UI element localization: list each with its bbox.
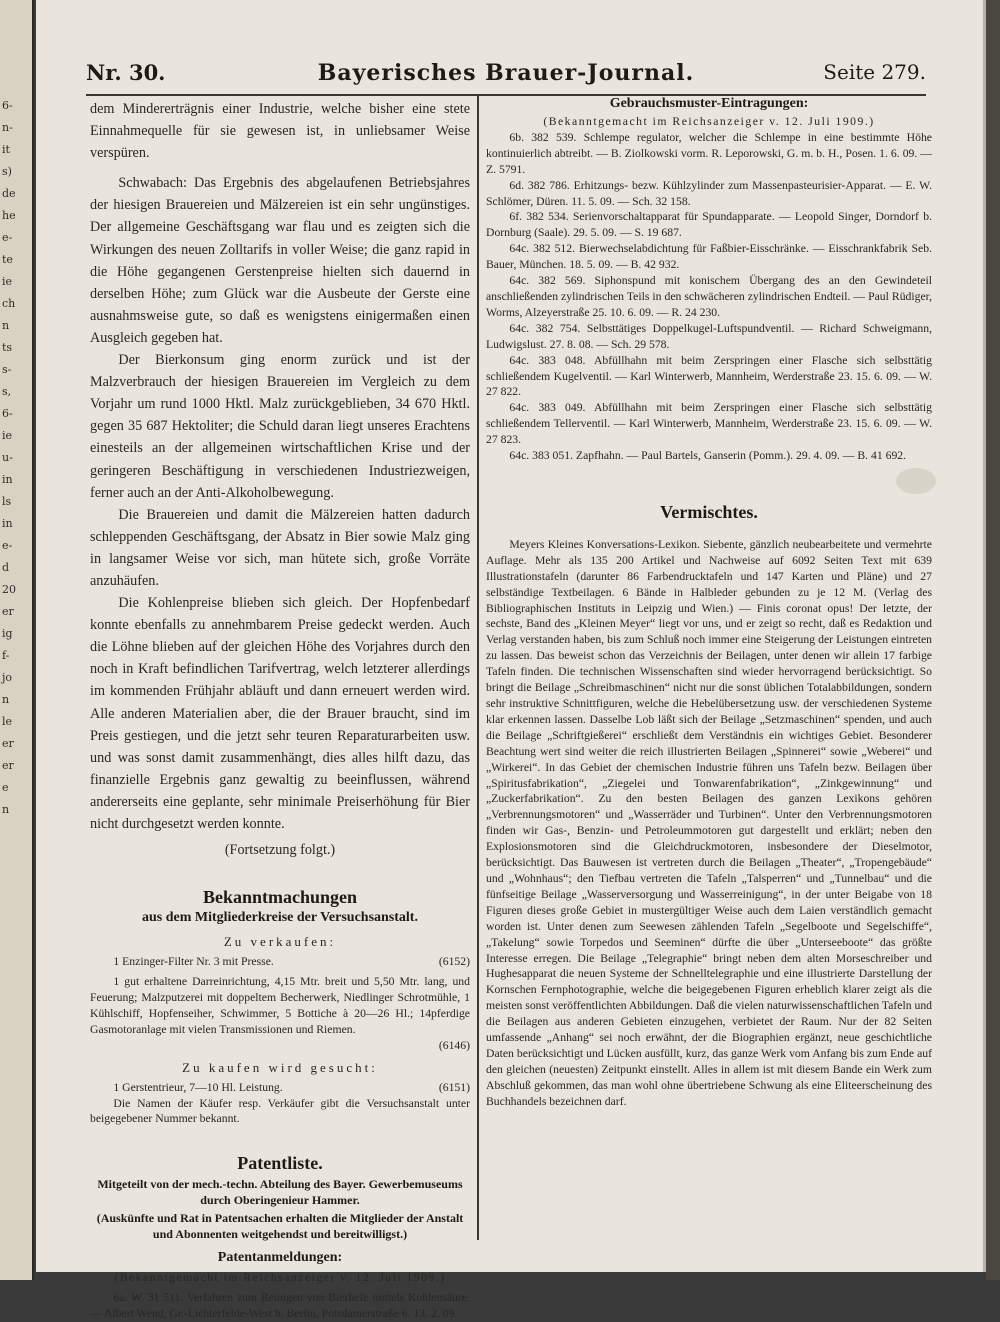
left-page-text-fragment: te [2, 253, 13, 266]
listing-number: (6151) [438, 1080, 470, 1094]
left-page-text-fragment: e [2, 781, 9, 794]
left-page-text-fragment: d [2, 561, 10, 574]
left-page-text-fragment: jo [2, 671, 13, 684]
left-page-text-fragment: it [2, 143, 10, 156]
left-page-text-fragment: ie [2, 275, 13, 288]
right-column [486, 96, 932, 1110]
utility-model-entry: 64c. 383 048. Abfüllhahn mit beim Zerspringen einer Flasche sich selbsttätig schließendem Kugelventil. — Karl Winterwerb, Mannheim, Werderstraße 23. 15. 6. 09. — W. 27 822. [486, 353, 932, 399]
left-page-edge [0, 0, 32, 1280]
article-paragraph: dem Mindererträgnis einer Industrie, welche bisher eine stete Einnahmequelle für sie gewesen ist, in unliebsamer Weise verspüren. [90, 101, 470, 162]
utility-model-entry: 64c. 383 051. Zapfhahn. — Paul Bartels, Ganserin (Pomm.). 29. 4. 09. — B. 41 692. [509, 449, 907, 463]
left-page-text-fragment: n [2, 693, 10, 706]
column-divider [477, 95, 479, 1240]
utility-model-entry: 64c. 382 754. Selbsttätiges Doppelkugel-Luftspundventil. — Richard Schweigmann, Ludwigslust. 27. 8. 08. — Sch. 29 578. [486, 321, 932, 351]
left-page-text-fragment: er [2, 759, 14, 772]
left-page-text-fragment: ig [2, 627, 13, 640]
patent-list-note: (Auskünfte und Rat in Patentsachen erhalten die Mitglieder der Anstalt und Abonnenten weitgehendst und bereitwilligst.) [96, 1211, 464, 1242]
article-paragraph: Der Bierkonsum ging enorm zurück und ist der Malzverbrauch der hiesigen Brauereien im Vergleich zu dem Vorjahr um rund 1000 Hktl. Malz zurückgeblieben, 34 670 Hktl. gegen 35 687 Hektoliter; die Schuld daran liegt unseres Erachtens einesteils an der allgemeinen wirtschaftlichen Krise und der geringeren Beschäftigung in verschiedenen Industriezweigen, ferner auch an der Anti-Alkoholbewegung. [90, 352, 470, 501]
article-paragraph: Die Kohlenpreise blieben sich gleich. Der Hopfenbedarf konnte ebenfalls zu annehmbarem Preise gedeckt werden. Auch die Löhne blieben auf der gleichen Höhe des Vorjahres durch den noch in Kraft befindlichen Tarifvertrag, welch letzterer allerdings im kommenden Frühjahr abläuft und dann erneuert werden wird. Alle anderen Materialien aber, die der Brauer braucht, sind im Preis gestiegen, und die jetzt sehr teuren Reparaturarbeiten usw. und was sonst damit zusammenhängt, dies alles hilft dazu, das finanzielle Ergebnis ganz gewaltig zu beeinflussen, während andererseits eine geplante, sehr minimale Preiserhöhung für Bier nicht durchgesetzt werden konnte. [90, 595, 470, 832]
patent-list-subheading: Mitgeteilt von der mech.-techn. Abteilung des Bayer. Gewerbemuseums durch Oberingenieur Hammer. [97, 1177, 463, 1208]
listing-item [90, 954, 470, 970]
newspaper-page [36, 0, 986, 1321]
utility-model-entry: 6d. 382 786. Erhitzungs- bezw. Kühlzylinder zum Massenpasteurisier-Apparat. — E. W. Schlömer, Düren. 11. 5. 09. — Sch. 32 158. [486, 178, 932, 208]
left-page-text-fragment: 6- [2, 407, 13, 420]
left-page-text-fragment: n [2, 803, 10, 816]
left-column [90, 98, 470, 1322]
left-page-text-fragment: n [2, 319, 10, 332]
utility-model-entry: 6f. 382 534. Serienvorschaltapparat für Spundapparate. — Leopold Singer, Dorndorf b. Dornburg (Saale). 29. 5. 09. — S. 19 687. [486, 210, 932, 240]
utility-model-entry: 64c. 382 569. Siphonspund mit konischem Übergang des an den Gewindeteil anschließenden zylindrischen Teils in den schwächeren zylindrischen Endteil. — Paul Rüdiger, Worms, Alzeyerstraße 25. 10. 6. 09. — R. 24 230. [486, 274, 932, 319]
left-page-text-fragment: he [2, 209, 16, 222]
left-page-text-fragment: s) [2, 165, 12, 178]
page-edge-right [986, 0, 1000, 1280]
utility-model-entry: 64c. 382 512. Bierwechselabdichtung für Faßbier-Eisschränke. — Eisschrankfabrik Seb. Bauer, München. 18. 5. 09. — B. 42 932. [486, 242, 932, 272]
continuation-note: (Fortsetzung folgt.) [224, 842, 336, 859]
left-page-text-fragment: e- [2, 539, 13, 552]
left-page-text-fragment: er [2, 605, 14, 618]
patent-applications-heading: Patentanmeldungen: [217, 1250, 343, 1266]
wanted-heading: Zu kaufen wird gesucht: [182, 1059, 378, 1075]
left-page-text-fragment: 6- [2, 99, 13, 112]
miscellaneous-article: Meyers Kleines Konversations-Lexikon. Siebente, gänzlich neubearbeitete und vermehrte Auflage. Mehr als 135 200 Artikel und Nachweise auf 6092 Seiten Text mit 639 Illustrationstafeln (darunter 86 Farbendrucktafeln und 147 Karten und Pläne) und 27 selbständige Textbeilagen. 6 Bände in Halbleder gebunden zu je 12 M. (Verlag des Bibliographischen Instituts in Leipzig und Wien.) — Finis coronat opus! Der letzte, der sechste, Band des „Kleinen Meyer“ liegt vor uns, und er zeigt so recht, daß es Redaktion und Verlag verstanden haben, bis zum Schluß noch immer eine Steigerung der Leistungen eintreten zu lassen. Das beweist schon das Verzeichnis der Beilagen, unter denen wir allein 17 farbige Tafeln finden. Die technischen Wissenschaften sind wieder hervorragend berücksichtigt. So bringt die Beilage „Schreibmaschinen“ nicht nur die sonst üblichen Totalabbildungen, sondern sehr instruktive Schnittfiguren, welche die Hebelübersetzung usw. der verschiedenen Systeme klar erkennen lassen. Dasselbe Lob läßt sich der Beilage „Setzmaschinen“ spenden, und auch die Beilage „Schriftgießerei“ erschließt dem Verständnis ein wichtiges Gebiet. Besonderer Beachtung wert sind weiter die reich illustrierten Beilagen „Spinnerei“ sowie „Weberei“ und „Wirkerei“. In das Gebiet der chemischen Industrie führen uns Tafeln bezw. Beilagen über „Spiritusfabrikation“, „Ziegelei und Tonwarenfabrikation“, „Zinkgewinnung“ und „Zuckerfabrikation“. Zu den besten Beilagen des ganzen Lexikons gehören „Verbrennungsmotoren“ und „Wasserräder und Turbinen“. Unter den Verbrennungsmotoren finden wir Gas-, Benzin- und Petroleummotoren gut dargestellt und erklärt; neben den Explosionsmotoren sind die Gleichdruckmotoren, insbesondere der Dieselmotor, berücksichtigt. Das Bauwesen ist vertreten durch die Beilagen „Theater“, „Tropengebäude“ und „Wohnhaus“; den Tiefbau vertreten die Tafeln „Talsperren“ und „Tunnelbau“ und die fünfseitige Beilage „Wasserversorgung und Wasserreinigung“, in der unter Beigabe von 18 Figuren dieses große Gebiet in mustergültiger Weise auch dem Laien verständlich gemacht worden ist. Unter denen zum Seewesen zählenden Tafeln „Segelboote und Segelschiffe“, „Takelung“ sowie Torpedos und Seeminen“ dürfte die über „Unterseeboote“ das größte Interesse erregen. Die Beilage „Telegraphie“ bringt neben dem alten Morseschreiber und Hughesapparat die neuen Systeme der Schnelltelegraphie und eine illustrierte Darstellung der Kornschen Fernphotographie, welche die beigegebenen Figuren erheblich klarer zeigt als die meisten sonst veröffentlichten Abbildungen. Daß die vielen naturwissenschaftlichen Tafeln und die Beilagen aus anderen Gebieten einzugehen, verbietet der Raum. Nur der 82 Seiten umfassende „Anhang“ sei noch erwähnt, der die Biographien ergänzt, neue geschichtliche Daten berücksichtigt und Lücken ausfüllt, kurz, das ganze Werk vom Anfang bis zum Ende auf den gleichen (neuesten) Zeitpunkt einstellt. Alles in allem ist mit diesem Bande ein Werk zum Abschluß gekommen, das man wohl ohne übertriebene Schwung als eine Eliteerscheinung des Buchhandels bezeichnen darf. [486, 537, 933, 1108]
journal-title: Bayerisches Brauer-Journal. [317, 60, 695, 86]
utility-models-source: (Bekanntgemacht im Reichsanzeiger v. 12. Juli 1909.) [543, 115, 875, 128]
utility-model-list [486, 130, 932, 464]
listing-number: (6146) [438, 1038, 470, 1052]
left-page-text-fragment: ch [2, 297, 16, 310]
announcements-heading: Bekanntmachungen [202, 887, 358, 908]
listing-number: (6152) [438, 955, 470, 969]
left-page-text-fragment: ts [2, 341, 13, 354]
for-sale-heading: Zu verkaufen: [223, 934, 337, 950]
listing-text: 1 Gerstentrieur, 7—10 Hl. Leistung. [113, 1080, 283, 1094]
article-paragraph: Schwabach: Das Ergebnis des abgelaufenen Betriebsjahres der hiesigen Brauereien und Mälzereien ist ein sehr ungünstiges. Der allgemeine Geschäftsgang war flau und es zeigten sich die Wirkungen des neuen Zolltarifs in voller Weise; die ganz rapid in die Höhe gegangenen Gerstenpreise hielten sich dauernd in derselben Höhe; zum Glück war die Ausbeute der Gerste eine ausnahmsweise gute, so daß es wenigstens einigermaßen einen Ausgleich gegeben hat. [90, 175, 470, 346]
left-page-text-fragment: u- [2, 451, 13, 464]
listing-text: 1 Enzinger-Filter Nr. 3 mit Presse. [113, 955, 274, 969]
left-page-text-fragment: n- [2, 121, 13, 134]
page-header [86, 60, 926, 94]
left-page-text-fragment: e- [2, 231, 13, 244]
left-page-text-fragment: s- [2, 363, 12, 376]
utility-models-heading: Gebrauchsmuster-Eintragungen: [609, 96, 809, 111]
listing-note: Die Namen der Käufer resp. Verkäufer gibt die Versuchsanstalt unter beigegebener Nummer bekannt. [90, 1096, 470, 1126]
miscellaneous-heading: Vermischtes. [660, 501, 758, 522]
left-page-text-fragment: in [2, 473, 13, 486]
listing-text: 1 gut erhaltene Darreinrichtung, 4,15 Mtr. breit und 5,50 Mtr. lang, und Feuerung; Malzputzerei mit doppeltem Becherwerk, Niedlinger Schrotmühle, 1 Kühlschiff, Hopfenseiher, Schwimmer, 5 Bottiche à 20—26 Hl.; 14pferdige Gasmotoranlage mit vielen Transmissionen und Riemen. [90, 975, 470, 1036]
left-page-text-fragment: de [2, 187, 16, 200]
announcements-subheading: aus dem Mitgliederkreise der Versuchsanstalt. [142, 910, 418, 926]
issue-number: Nr. 30. [86, 60, 166, 85]
left-page-text-fragment: er [2, 737, 14, 750]
left-page-text-fragment: in [2, 517, 13, 530]
left-page-text-fragment: s, [2, 385, 12, 398]
patent-source: (Bekanntgemacht im Reichsanzeiger v. 12. Juli 1909.) [114, 1271, 446, 1285]
left-page-text-fragment: f- [2, 649, 10, 662]
left-page-text-fragment: le [2, 715, 13, 728]
listing-item [90, 1080, 470, 1096]
patent-list-heading: Patentliste. [237, 1153, 323, 1174]
article-paragraph: Die Brauereien und damit die Mälzereien hatten dadurch schleppenden Geschäftsgang, der Absatz in Bier sowie Malz ging in langsamer Weise vor sich, man hütete sich, große Vorräte anzuhäufen. [90, 506, 470, 589]
left-page-text-fragment: ie [2, 429, 13, 442]
utility-model-entry: 64c. 383 049. Abfüllhahn mit beim Zerspringen einer Flasche sich selbsttätig schließendem Tellerventil. — Karl Winterwerb, Mannheim, Werderstraße 23. 15. 6. 09. — W. 27 823. [486, 401, 932, 447]
utility-model-entry: 6b. 382 539. Schlempe regulator, welcher die Schlempe in eine bestimmte Höhe kontinuierlich abtreibt. — B. Ziolkowski vorm. R. Leporowski, G. m. b. H., Posen. 1. 6. 09. — Z. 5791. [486, 130, 932, 176]
left-page-text-fragment: 20 [2, 583, 16, 596]
page-number: Seite 279. [823, 60, 926, 84]
patent-entry: 6a. W. 31 511. Verfahren zum Reinigen von Bierhefe mittels Kohlensäure. — Albert Wend, Gr.-Lichterfelde-West b. Berlin, Potsdamerstraße 6. 13. 2. 09. [90, 1291, 470, 1321]
left-page-text-fragment: ls [2, 495, 12, 508]
